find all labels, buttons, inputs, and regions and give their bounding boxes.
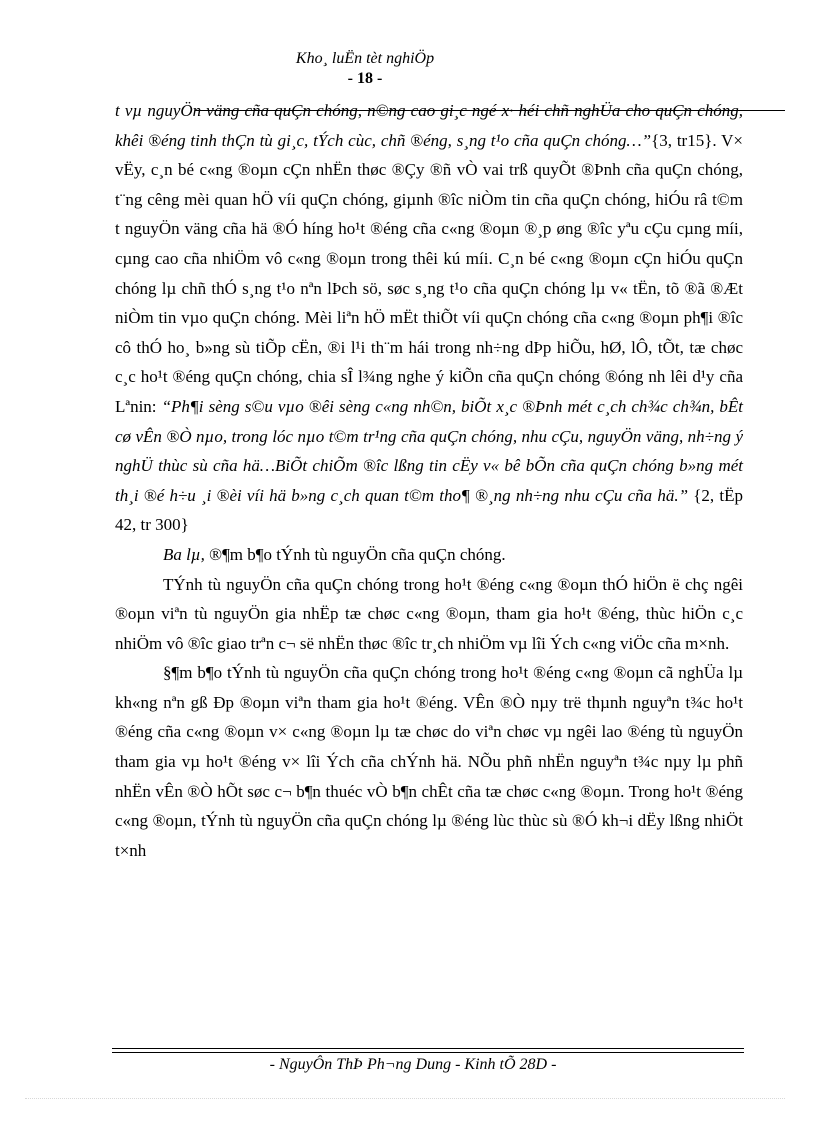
footer-rule-bottom	[112, 1052, 744, 1053]
text-run: ®¶m b¶o tÝnh tù nguyÖn cña quÇn chóng.	[209, 544, 506, 564]
text-run: {3, tr15}. V× vËy, c¸n bé c«ng ®oµn cÇn nhËn thøc ®Çy ®ñ vÒ vai trß quyÕt ®Þnh cña quÇn chóng, t¨ng cêng mèi quan hÖ víi quÇn chóng, giµnh ®îc niÒm tin cña quÇn chóng, hiÓu râ t©m t nguyÖn väng cña hä ®Ó híng ho¹t ®éng cña c«ng ®oµn ®¸p øng ®îc yªu cÇu cµng míi, cµng cao cña nhiÖm vô c«ng ®oµn trong thêi kú míi. C¸n bé c«ng ®oµn cÇn hiÓu quÇn chóng lµ chñ thÓ s¸ng t¹o nªn lÞch sö, søc s¸ng t¹o cña quÇn chóng lµ v« tËn, tõ ®ã ®Æt niÒm tin vµo quÇn chóng. Mèi liªn hÖ mËt thiÕt víi quÇn chóng cña c«ng ®oµn ph¶i ®îc cô thÓ ho¸ b»ng sù tiÕp cËn, ®i l¹i th¨m hái trong nh÷ng dÞp hiÕu, hØ, lÔ, tÕt, tæ chøc c¸c ho¹t ®éng quÇn chóng, chia sÎ l¾ng nghe ý kiÕn cña quÇn chóng ®óng nh lêi d¹y cña Lªnin:	[115, 130, 743, 416]
italic-text-run: Ba lµ,	[163, 544, 210, 564]
paragraph	[115, 540, 743, 570]
body-text	[115, 96, 743, 865]
header-title: Kho¸ luËn tèt nghiÖp	[295, 50, 435, 67]
footer-author: - NguyÔn ThÞ Ph¬ng Dung - Kinh tÕ 28D -	[269, 1056, 557, 1073]
paragraph	[115, 570, 743, 659]
paragraph	[115, 658, 743, 865]
italic-text-run: “Ph¶i sèng s©u vµo ®êi sèng c«ng nh©n, biÕt x¸c ®Þnh mét c¸ch ch¾c ch¾n, bÊt cø vÊn ®Ò nµo, trong lóc nµo t©m tr¹ng cña quÇn chóng, nhu cÇu, nguyÖn väng, nh÷ng ý nghÜ thùc sù cña hä…BiÕt chiÕm ®îc lßng tin cËy v« bê bÕn cña quÇn chóng b»ng mét th¸i ®é h÷u ¸i ®èi víi hä b»ng c¸ch quan t©m tho¶ ®¸ng nh÷ng nhu cÇu cña hä.”	[115, 396, 743, 505]
page-number: - 18 -	[347, 70, 383, 87]
text-run: TÝnh tù nguyÖn cña quÇn chóng trong ho¹t ®éng c«ng ®oµn thÓ hiÖn ë chç ngêi ®oµn viªn tù nguyÖn gia nhËp tæ chøc c«ng ®oµn, tham gia ho¹t ®éng, thùc hiÖn c¸c nhiÖm vô ®îc giao trªn c¬ së nhËn thøc ®îc tr¸ch nhiÖm vµ lîi Ých c«ng viÖc cña m×nh.	[115, 574, 743, 653]
text-run: {2, tËp 42, tr 300}	[115, 485, 743, 535]
text-run: §¶m b¶o tÝnh tù nguyÖn cña quÇn chóng trong ho¹t ®éng c«ng ®oµn cã nghÜa lµ kh«ng nªn gß Ðp ®oµn viªn tham gia ho¹t ®éng. VÊn ®Ò nµy trë thµnh nguyªn t¾c ho¹t ®éng cña c«ng ®oµn v× c«ng ®oµn lµ tæ chøc do viªn chøc vµ ngêi lao ®éng tù nguyÖn tham gia vµ ho¹t ®éng v× lîi Ých cña chÝnh hä. NÕu phñ nhËn nguyªn t¾c nµy lµ phñ nhËn vÊn ®Ò hÕt søc c¬ b¶n thuéc vÒ b¶n chÊt cña tæ chøc c«ng ®oµn. Trong ho¹t ®éng c«ng ®oµn, tÝnh tù nguyÖn cña quÇn chóng lµ ®éng lùc thùc sù ®Ó kh¬i dËy lßng nhiÖt t×nh	[115, 663, 743, 860]
page-bottom-dotted-line	[25, 1098, 785, 1099]
footer-rule-top	[112, 1048, 744, 1049]
paragraph	[115, 96, 743, 540]
italic-text-run: t vµ nguyÖn väng cña quÇn chóng, n©ng cao gi¸c ngé x· héi chñ nghÜa cho quÇn chóng, khêi ®éng tinh thÇn tù gi¸c, tÝch cùc, chñ ®éng, s¸ng t¹o cña quÇn chóng…”	[115, 101, 743, 150]
